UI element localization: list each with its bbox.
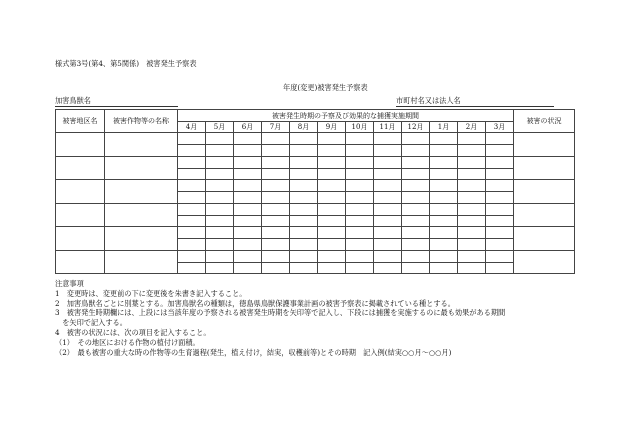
crop-cell[interactable] bbox=[105, 180, 178, 204]
capture-period-cell[interactable] bbox=[402, 192, 430, 204]
capture-period-cell[interactable] bbox=[318, 239, 346, 251]
forecast-period-cell[interactable] bbox=[262, 250, 290, 262]
capture-period-cell[interactable] bbox=[486, 262, 514, 274]
forecast-period-cell[interactable] bbox=[206, 133, 234, 145]
capture-period-cell[interactable] bbox=[178, 215, 206, 227]
capture-period-cell[interactable] bbox=[374, 215, 402, 227]
capture-period-cell[interactable] bbox=[262, 192, 290, 204]
notes-list bbox=[55, 289, 585, 358]
capture-period-cell[interactable] bbox=[430, 192, 458, 204]
capture-period-cell[interactable] bbox=[430, 262, 458, 274]
capture-period-cell[interactable] bbox=[262, 168, 290, 180]
capture-period-cell[interactable] bbox=[402, 239, 430, 251]
forecast-period-cell[interactable] bbox=[458, 180, 486, 192]
forecast-period-cell[interactable] bbox=[290, 227, 318, 239]
forecast-period-cell[interactable] bbox=[486, 133, 514, 145]
area-cell[interactable] bbox=[56, 156, 105, 180]
damage-forecast-table bbox=[55, 109, 575, 274]
damage-status-cell[interactable] bbox=[514, 180, 575, 204]
capture-period-cell[interactable] bbox=[402, 262, 430, 274]
capture-period-cell[interactable] bbox=[178, 168, 206, 180]
table-row bbox=[56, 203, 575, 215]
crop-cell[interactable] bbox=[105, 227, 178, 251]
capture-period-cell[interactable] bbox=[290, 215, 318, 227]
table-row bbox=[56, 227, 575, 239]
forecast-period-cell[interactable] bbox=[346, 156, 374, 168]
capture-period-cell[interactable] bbox=[486, 215, 514, 227]
capture-period-cell[interactable] bbox=[346, 192, 374, 204]
month-header: 10月 bbox=[346, 122, 374, 133]
crop-cell[interactable] bbox=[105, 203, 178, 227]
area-header: 被害地区名 bbox=[56, 110, 105, 133]
crop-header: 被害作物等の名称 bbox=[105, 110, 178, 133]
municipality-field[interactable] bbox=[396, 96, 554, 107]
forecast-period-cell[interactable] bbox=[374, 133, 402, 145]
capture-period-cell[interactable] bbox=[262, 215, 290, 227]
forecast-period-cell[interactable] bbox=[178, 156, 206, 168]
capture-period-cell[interactable] bbox=[206, 215, 234, 227]
month-header: 7月 bbox=[262, 122, 290, 133]
month-header: 11月 bbox=[374, 122, 402, 133]
table-row bbox=[56, 133, 575, 145]
capture-period-cell[interactable] bbox=[374, 262, 402, 274]
notes-heading: 注意事項 bbox=[55, 279, 84, 288]
area-cell[interactable] bbox=[56, 203, 105, 227]
note-item: 3 被害発生時期欄には、上段には当該年度の予察される被害発生時期を矢印等で記入し、下段には捕獲を実施するのに最も効果がある期間 bbox=[55, 308, 506, 318]
forecast-period-cell[interactable] bbox=[290, 180, 318, 192]
month-header: 4月 bbox=[178, 122, 206, 133]
capture-period-cell[interactable] bbox=[402, 215, 430, 227]
area-cell[interactable] bbox=[56, 180, 105, 204]
forecast-period-cell[interactable] bbox=[402, 180, 430, 192]
forecast-period-cell[interactable] bbox=[486, 180, 514, 192]
month-header: 12月 bbox=[402, 122, 430, 133]
area-cell[interactable] bbox=[56, 250, 105, 274]
forecast-period-cell[interactable] bbox=[206, 250, 234, 262]
capture-period-cell[interactable] bbox=[430, 145, 458, 157]
forecast-period-cell[interactable] bbox=[430, 203, 458, 215]
forecast-period-cell[interactable] bbox=[206, 227, 234, 239]
capture-period-cell[interactable] bbox=[178, 145, 206, 157]
forecast-period-cell[interactable] bbox=[402, 133, 430, 145]
capture-period-cell[interactable] bbox=[486, 145, 514, 157]
crop-cell[interactable] bbox=[105, 133, 178, 157]
month-header: 5月 bbox=[206, 122, 234, 133]
capture-period-cell[interactable] bbox=[206, 145, 234, 157]
forecast-period-cell[interactable] bbox=[430, 133, 458, 145]
forecast-period-cell[interactable] bbox=[346, 180, 374, 192]
capture-period-cell[interactable] bbox=[318, 192, 346, 204]
damage-status-cell[interactable] bbox=[514, 250, 575, 274]
capture-period-cell[interactable] bbox=[346, 215, 374, 227]
forecast-period-cell[interactable] bbox=[346, 203, 374, 215]
forecast-period-cell[interactable] bbox=[486, 156, 514, 168]
forecast-period-cell[interactable] bbox=[178, 133, 206, 145]
status-header: 被害の状況 bbox=[514, 110, 575, 133]
forecast-period-cell[interactable] bbox=[374, 180, 402, 192]
notes-section bbox=[55, 279, 585, 357]
crop-cell[interactable] bbox=[105, 250, 178, 274]
forecast-period-cell[interactable] bbox=[206, 156, 234, 168]
forecast-period-cell[interactable] bbox=[178, 180, 206, 192]
forecast-period-cell[interactable] bbox=[374, 156, 402, 168]
form-title: 年度(変更)被害発生予察表 bbox=[283, 83, 368, 92]
forecast-period-cell[interactable] bbox=[178, 203, 206, 215]
capture-period-cell[interactable] bbox=[234, 145, 262, 157]
capture-period-cell[interactable] bbox=[318, 145, 346, 157]
capture-period-cell[interactable] bbox=[178, 262, 206, 274]
forecast-period-cell[interactable] bbox=[178, 250, 206, 262]
capture-period-cell[interactable] bbox=[206, 192, 234, 204]
forecast-period-cell[interactable] bbox=[486, 203, 514, 215]
capture-period-cell[interactable] bbox=[234, 168, 262, 180]
capture-period-cell[interactable] bbox=[318, 168, 346, 180]
forecast-period-cell[interactable] bbox=[430, 250, 458, 262]
forecast-period-cell[interactable] bbox=[234, 250, 262, 262]
forecast-period-cell[interactable] bbox=[234, 156, 262, 168]
note-item: （1） その地区における作物の植付け面積。 bbox=[55, 337, 200, 347]
capture-period-cell[interactable] bbox=[346, 168, 374, 180]
forecast-period-cell[interactable] bbox=[262, 227, 290, 239]
forecast-period-cell[interactable] bbox=[374, 227, 402, 239]
capture-period-cell[interactable] bbox=[402, 145, 430, 157]
capture-period-cell[interactable] bbox=[290, 239, 318, 251]
note-item: （2） 最も被害の重大な時の作物等の生育過程(発生，植え付け，結実，収穫前等)とその時期 記入例(結実○○月～○○月) bbox=[55, 347, 452, 357]
capture-period-cell[interactable] bbox=[402, 168, 430, 180]
capture-period-cell[interactable] bbox=[178, 192, 206, 204]
note-item: 4 被害の状況には、次の項目を記入すること。 bbox=[55, 327, 211, 337]
forecast-period-cell[interactable] bbox=[346, 250, 374, 262]
forecast-period-cell[interactable] bbox=[262, 156, 290, 168]
forecast-period-cell[interactable] bbox=[234, 227, 262, 239]
forecast-period-cell[interactable] bbox=[430, 156, 458, 168]
forecast-period-cell[interactable] bbox=[374, 250, 402, 262]
municipality-label: 市町村名又は法人名 bbox=[396, 96, 461, 105]
capture-period-cell[interactable] bbox=[458, 215, 486, 227]
forecast-period-cell[interactable] bbox=[430, 180, 458, 192]
species-field[interactable] bbox=[55, 96, 178, 107]
capture-period-cell[interactable] bbox=[234, 192, 262, 204]
capture-period-cell[interactable] bbox=[318, 262, 346, 274]
capture-period-cell[interactable] bbox=[206, 168, 234, 180]
forecast-period-cell[interactable] bbox=[262, 180, 290, 192]
capture-period-cell[interactable] bbox=[262, 145, 290, 157]
table-row bbox=[56, 250, 575, 262]
forecast-period-cell[interactable] bbox=[318, 133, 346, 145]
capture-period-cell[interactable] bbox=[206, 239, 234, 251]
forecast-period-cell[interactable] bbox=[402, 227, 430, 239]
forecast-period-cell[interactable] bbox=[402, 250, 430, 262]
capture-period-cell[interactable] bbox=[262, 239, 290, 251]
forecast-period-cell[interactable] bbox=[430, 227, 458, 239]
capture-period-cell[interactable] bbox=[430, 215, 458, 227]
forecast-period-cell[interactable] bbox=[234, 203, 262, 215]
species-label: 加害鳥獣名 bbox=[55, 96, 91, 105]
capture-period-cell[interactable] bbox=[430, 239, 458, 251]
form-label: 様式第3号(第4、第5関係) 被害発生予察表 bbox=[55, 59, 197, 68]
capture-period-cell[interactable] bbox=[458, 239, 486, 251]
note-item: 1 変更時は、変更前の下に変更後を朱書き記入すること。 bbox=[55, 288, 247, 298]
forecast-period-cell[interactable] bbox=[458, 227, 486, 239]
capture-period-cell[interactable] bbox=[374, 239, 402, 251]
forecast-period-cell[interactable] bbox=[486, 250, 514, 262]
forecast-period-cell[interactable] bbox=[234, 180, 262, 192]
forecast-period-cell[interactable] bbox=[402, 156, 430, 168]
month-header: 3月 bbox=[486, 122, 514, 133]
capture-period-cell[interactable] bbox=[486, 192, 514, 204]
note-item: を矢印で記入する。 bbox=[55, 318, 127, 328]
forecast-period-cell[interactable] bbox=[234, 133, 262, 145]
forecast-period-cell[interactable] bbox=[318, 227, 346, 239]
capture-period-cell[interactable] bbox=[318, 215, 346, 227]
capture-period-cell[interactable] bbox=[234, 262, 262, 274]
capture-period-cell[interactable] bbox=[374, 145, 402, 157]
capture-period-cell[interactable] bbox=[486, 168, 514, 180]
capture-period-cell[interactable] bbox=[430, 168, 458, 180]
forecast-period-cell[interactable] bbox=[402, 203, 430, 215]
forecast-period-cell[interactable] bbox=[486, 227, 514, 239]
month-header: 8月 bbox=[290, 122, 318, 133]
capture-period-cell[interactable] bbox=[346, 145, 374, 157]
forecast-period-cell[interactable] bbox=[318, 156, 346, 168]
area-cell[interactable] bbox=[56, 227, 105, 251]
forecast-period-cell[interactable] bbox=[206, 203, 234, 215]
capture-period-cell[interactable] bbox=[458, 262, 486, 274]
forecast-period-cell[interactable] bbox=[458, 250, 486, 262]
period-header: 被害発生時期の予察及び効果的な捕獲実施期間 bbox=[178, 110, 514, 122]
forecast-period-cell[interactable] bbox=[178, 227, 206, 239]
forecast-period-cell[interactable] bbox=[346, 227, 374, 239]
forecast-period-cell[interactable] bbox=[318, 250, 346, 262]
forecast-period-cell[interactable] bbox=[262, 133, 290, 145]
forecast-period-cell[interactable] bbox=[374, 203, 402, 215]
capture-period-cell[interactable] bbox=[458, 192, 486, 204]
note-item: 2 加害鳥獣名ごとに別葉とする。加害鳥獣名の種類は，徳島県鳥獣保護事業計画の被害予察表に掲載されている種とする。 bbox=[55, 298, 455, 308]
capture-period-cell[interactable] bbox=[346, 262, 374, 274]
forecast-period-cell[interactable] bbox=[290, 156, 318, 168]
crop-cell[interactable] bbox=[105, 156, 178, 180]
damage-status-cell[interactable] bbox=[514, 203, 575, 227]
capture-period-cell[interactable] bbox=[206, 262, 234, 274]
month-header: 1月 bbox=[430, 122, 458, 133]
damage-status-cell[interactable] bbox=[514, 227, 575, 251]
forecast-period-cell[interactable] bbox=[262, 203, 290, 215]
area-cell[interactable] bbox=[56, 133, 105, 157]
capture-period-cell[interactable] bbox=[262, 262, 290, 274]
table-row bbox=[56, 156, 575, 168]
month-header: 9月 bbox=[318, 122, 346, 133]
capture-period-cell[interactable] bbox=[234, 239, 262, 251]
table-row bbox=[56, 180, 575, 192]
forecast-period-cell[interactable] bbox=[206, 180, 234, 192]
month-header: 6月 bbox=[234, 122, 262, 133]
forecast-period-cell[interactable] bbox=[458, 133, 486, 145]
capture-period-cell[interactable] bbox=[458, 168, 486, 180]
capture-period-cell[interactable] bbox=[290, 192, 318, 204]
damage-status-cell[interactable] bbox=[514, 156, 575, 180]
forecast-period-cell[interactable] bbox=[318, 180, 346, 192]
capture-period-cell[interactable] bbox=[290, 145, 318, 157]
forecast-period-cell[interactable] bbox=[290, 133, 318, 145]
forecast-period-cell[interactable] bbox=[458, 156, 486, 168]
month-header: 2月 bbox=[458, 122, 486, 133]
forecast-period-cell[interactable] bbox=[458, 203, 486, 215]
damage-status-cell[interactable] bbox=[514, 133, 575, 157]
forecast-period-cell[interactable] bbox=[318, 203, 346, 215]
capture-period-cell[interactable] bbox=[346, 239, 374, 251]
capture-period-cell[interactable] bbox=[458, 145, 486, 157]
forecast-period-cell[interactable] bbox=[290, 250, 318, 262]
capture-period-cell[interactable] bbox=[486, 239, 514, 251]
forecast-period-cell[interactable] bbox=[346, 133, 374, 145]
capture-period-cell[interactable] bbox=[234, 215, 262, 227]
capture-period-cell[interactable] bbox=[374, 192, 402, 204]
capture-period-cell[interactable] bbox=[290, 262, 318, 274]
capture-period-cell[interactable] bbox=[290, 168, 318, 180]
capture-period-cell[interactable] bbox=[178, 239, 206, 251]
capture-period-cell[interactable] bbox=[374, 168, 402, 180]
forecast-period-cell[interactable] bbox=[290, 203, 318, 215]
